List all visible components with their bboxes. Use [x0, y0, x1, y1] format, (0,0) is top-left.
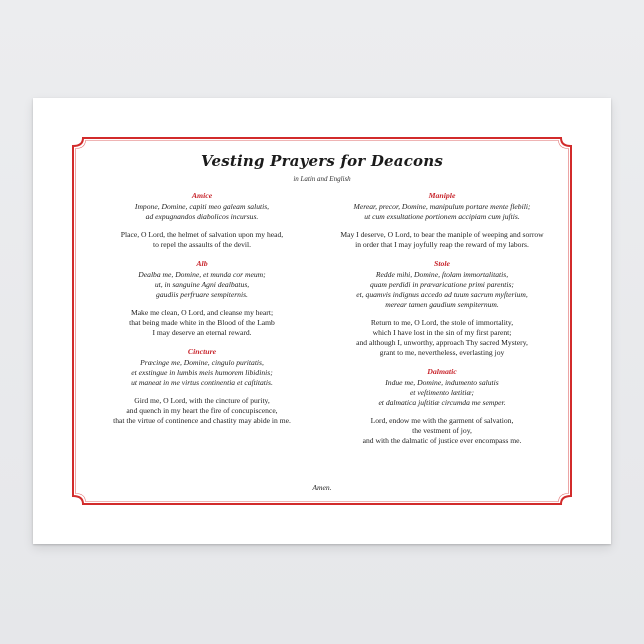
latin-line: ad expugnandos diabolicos incursus. [145, 212, 259, 221]
english-line: that the virtue of continence and chastity may abide in me. [113, 416, 291, 425]
prayer-heading: Alb [196, 259, 208, 268]
latin-line: Merear, precor, Domine, manipulum portare mente flebili; [353, 202, 531, 211]
prayer-section-amice [71, 191, 333, 250]
latin-line: Impone, Domine, capiti meo galeam salutis, [134, 202, 270, 211]
prayer-section-dalmatic [311, 367, 573, 446]
latin-line: et veſtimento lætitiæ; [409, 388, 475, 397]
english-line: Place, O Lord, the helmet of salvation upon my head, [120, 230, 284, 239]
prayer-heading: Maniple [428, 191, 456, 200]
latin-line: ut cum exsultatione portionem accipiam cum juſtis. [364, 212, 520, 221]
latin-text [311, 202, 573, 222]
prayer-heading: Cincture [187, 347, 217, 356]
latin-text [311, 378, 573, 408]
latin-line: ut maneat in me virtus continentia et caſtitatis. [131, 378, 273, 387]
english-line: Gird me, O Lord, with the cincture of purity, [134, 396, 270, 405]
english-line: in order that I may joyfully reap the reward of my labors. [355, 240, 529, 249]
latin-text [71, 202, 333, 222]
english-line: I may deserve an eternal reward. [152, 328, 252, 337]
prayer-heading: Amice [191, 191, 213, 200]
latin-line: et, quamvis indignus accedo ad tuum sacrum myſterium, [356, 290, 528, 299]
latin-line: Præcinge me, Domine, cingulo puritatis, [140, 358, 264, 367]
english-line: May I deserve, O Lord, to bear the maniple of weeping and sorrow [340, 230, 544, 239]
english-line: and although I, unworthy, approach Thy sacred Mystery, [356, 338, 528, 347]
latin-line: ut, in sanguine Agni dealbatus, [154, 280, 250, 289]
english-text [71, 308, 333, 338]
right-column [311, 191, 573, 455]
english-text [311, 416, 573, 446]
latin-line: merear tamen gaudium sempiternum. [385, 300, 499, 309]
english-line: the vestment of joy, [412, 426, 472, 435]
english-text [71, 230, 333, 250]
prayer-heading: Stole [433, 259, 451, 268]
latin-line: Indue me, Domine, indumento salutis [385, 378, 499, 387]
latin-text [71, 270, 333, 300]
english-line: and with the dalmatic of justice ever encompass me. [362, 436, 522, 445]
latin-line: Dealba me, Domine, et munda cor meum; [138, 270, 266, 279]
latin-text [71, 358, 333, 388]
english-line: which I have lost in the sin of my first parent; [372, 328, 512, 337]
latin-line: gaudiis perfruare sempiternis. [156, 290, 248, 299]
prayer-heading: Dalmatic [427, 367, 457, 376]
english-text [71, 396, 333, 426]
prayer-section-cincture [71, 347, 333, 426]
english-line: and quench in my heart the fire of concupiscence, [126, 406, 278, 415]
latin-line: quam perdidi in prævaricatione primi parentis; [370, 280, 514, 289]
prayer-section-maniple [311, 191, 573, 250]
latin-line: et exstingue in lumbis meis humorem libidinis; [131, 368, 273, 377]
english-line: Lord, endow me with the garment of salvation, [370, 416, 514, 425]
english-line: grant to me, nevertheless, everlasting joy [379, 348, 505, 357]
english-text [311, 230, 573, 250]
closing-amen: Amen. [312, 483, 332, 492]
prayer-section-stole [311, 259, 573, 358]
page-title: Vesting Prayers for Deacons [201, 152, 443, 170]
latin-line: Redde mihi, Domine, ſtolam immortalitatis, [375, 270, 509, 279]
english-line: Return to me, O Lord, the stole of immortality, [370, 318, 514, 327]
latin-line: et dalmatica juſtitiæ circumda me semper. [378, 398, 506, 407]
poster [33, 98, 611, 544]
english-line: that being made white in the Blood of the Lamb [129, 318, 275, 327]
latin-text [311, 270, 573, 310]
english-line: to repel the assaults of the devil. [152, 240, 252, 249]
english-line: Make me clean, O Lord, and cleanse my heart; [130, 308, 274, 317]
english-text [311, 318, 573, 358]
left-column [71, 191, 333, 435]
page-subtitle: in Latin and English [293, 175, 351, 183]
prayer-section-alb [71, 259, 333, 338]
